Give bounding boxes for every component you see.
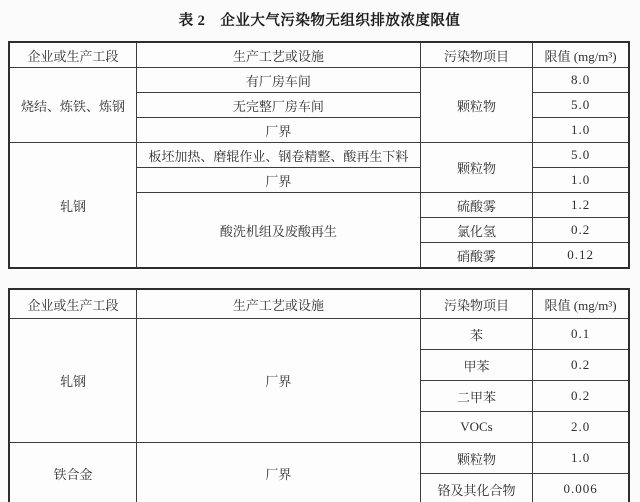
pollutant-cell: 铬及其化合物 (420, 474, 532, 502)
table-row (9, 443, 629, 474)
enterprise-cell: 轧钢 (9, 319, 136, 443)
column-header-process: 生产工艺或设施 (136, 289, 420, 319)
enterprise-cell: 铁合金 (9, 443, 136, 502)
emission-limits-table-1 (8, 41, 630, 269)
page-title: 表 2 企业大气污染物无组织排放浓度限值 (178, 13, 461, 29)
enterprise-cell: 轧钢 (9, 143, 136, 269)
column-header-process: 生产工艺或设施 (136, 42, 420, 68)
table-gap (8, 269, 631, 288)
pollutant-cell: VOCs (420, 412, 532, 443)
limit-cell: 1.2 (533, 193, 629, 218)
limit-cell: 0.2 (533, 218, 629, 243)
process-cell: 厂界 (136, 319, 420, 443)
table-row (9, 143, 629, 168)
pollutant-cell: 硫酸雾 (420, 193, 532, 218)
enterprise-cell: 烧结、炼铁、炼钢 (9, 68, 136, 143)
column-header-pollutant: 污染物项目 (420, 289, 532, 319)
limit-cell: 2.0 (533, 412, 629, 443)
column-header-enterprise: 企业或生产工段 (9, 289, 136, 319)
header-row (9, 289, 629, 319)
pollutant-cell: 颗粒物 (420, 443, 532, 474)
table-row (9, 68, 629, 93)
column-header-enterprise: 企业或生产工段 (9, 42, 136, 68)
limit-cell: 1.0 (533, 443, 629, 474)
limit-cell: 5.0 (533, 143, 629, 168)
column-header-limit: 限值 (mg/m³) (533, 42, 629, 68)
limit-cell: 0.2 (533, 381, 629, 412)
process-cell: 厂界 (136, 168, 420, 193)
limit-cell: 0.2 (533, 350, 629, 381)
table-row (9, 319, 629, 350)
limit-cell: 0.12 (533, 243, 629, 269)
limit-cell: 8.0 (533, 68, 629, 93)
pollutant-cell: 二甲苯 (420, 381, 532, 412)
column-header-pollutant: 污染物项目 (420, 42, 532, 68)
process-cell: 板坯加热、磨辊作业、钢卷精整、酸再生下料 (136, 143, 420, 168)
process-cell: 无完整厂房车间 (136, 93, 420, 118)
pollutant-cell: 甲苯 (420, 350, 532, 381)
process-cell: 酸洗机组及废酸再生 (136, 193, 420, 269)
column-header-limit: 限值 (mg/m³) (533, 289, 629, 319)
header-row (9, 42, 629, 68)
process-cell: 厂界 (136, 118, 420, 143)
process-cell: 厂界 (136, 443, 420, 502)
pollutant-cell: 苯 (420, 319, 532, 350)
pollutant-cell: 颗粒物 (420, 68, 532, 143)
limit-cell: 5.0 (533, 93, 629, 118)
limit-cell: 0.006 (533, 474, 629, 502)
process-cell: 有厂房车间 (136, 68, 420, 93)
emission-limits-table-2 (8, 288, 630, 502)
limit-cell: 1.0 (533, 168, 629, 193)
pollutant-cell: 硝酸雾 (420, 243, 532, 269)
limit-cell: 0.1 (533, 319, 629, 350)
limit-cell: 1.0 (533, 118, 629, 143)
pollutant-cell: 氯化氢 (420, 218, 532, 243)
pollutant-cell: 颗粒物 (420, 143, 532, 193)
